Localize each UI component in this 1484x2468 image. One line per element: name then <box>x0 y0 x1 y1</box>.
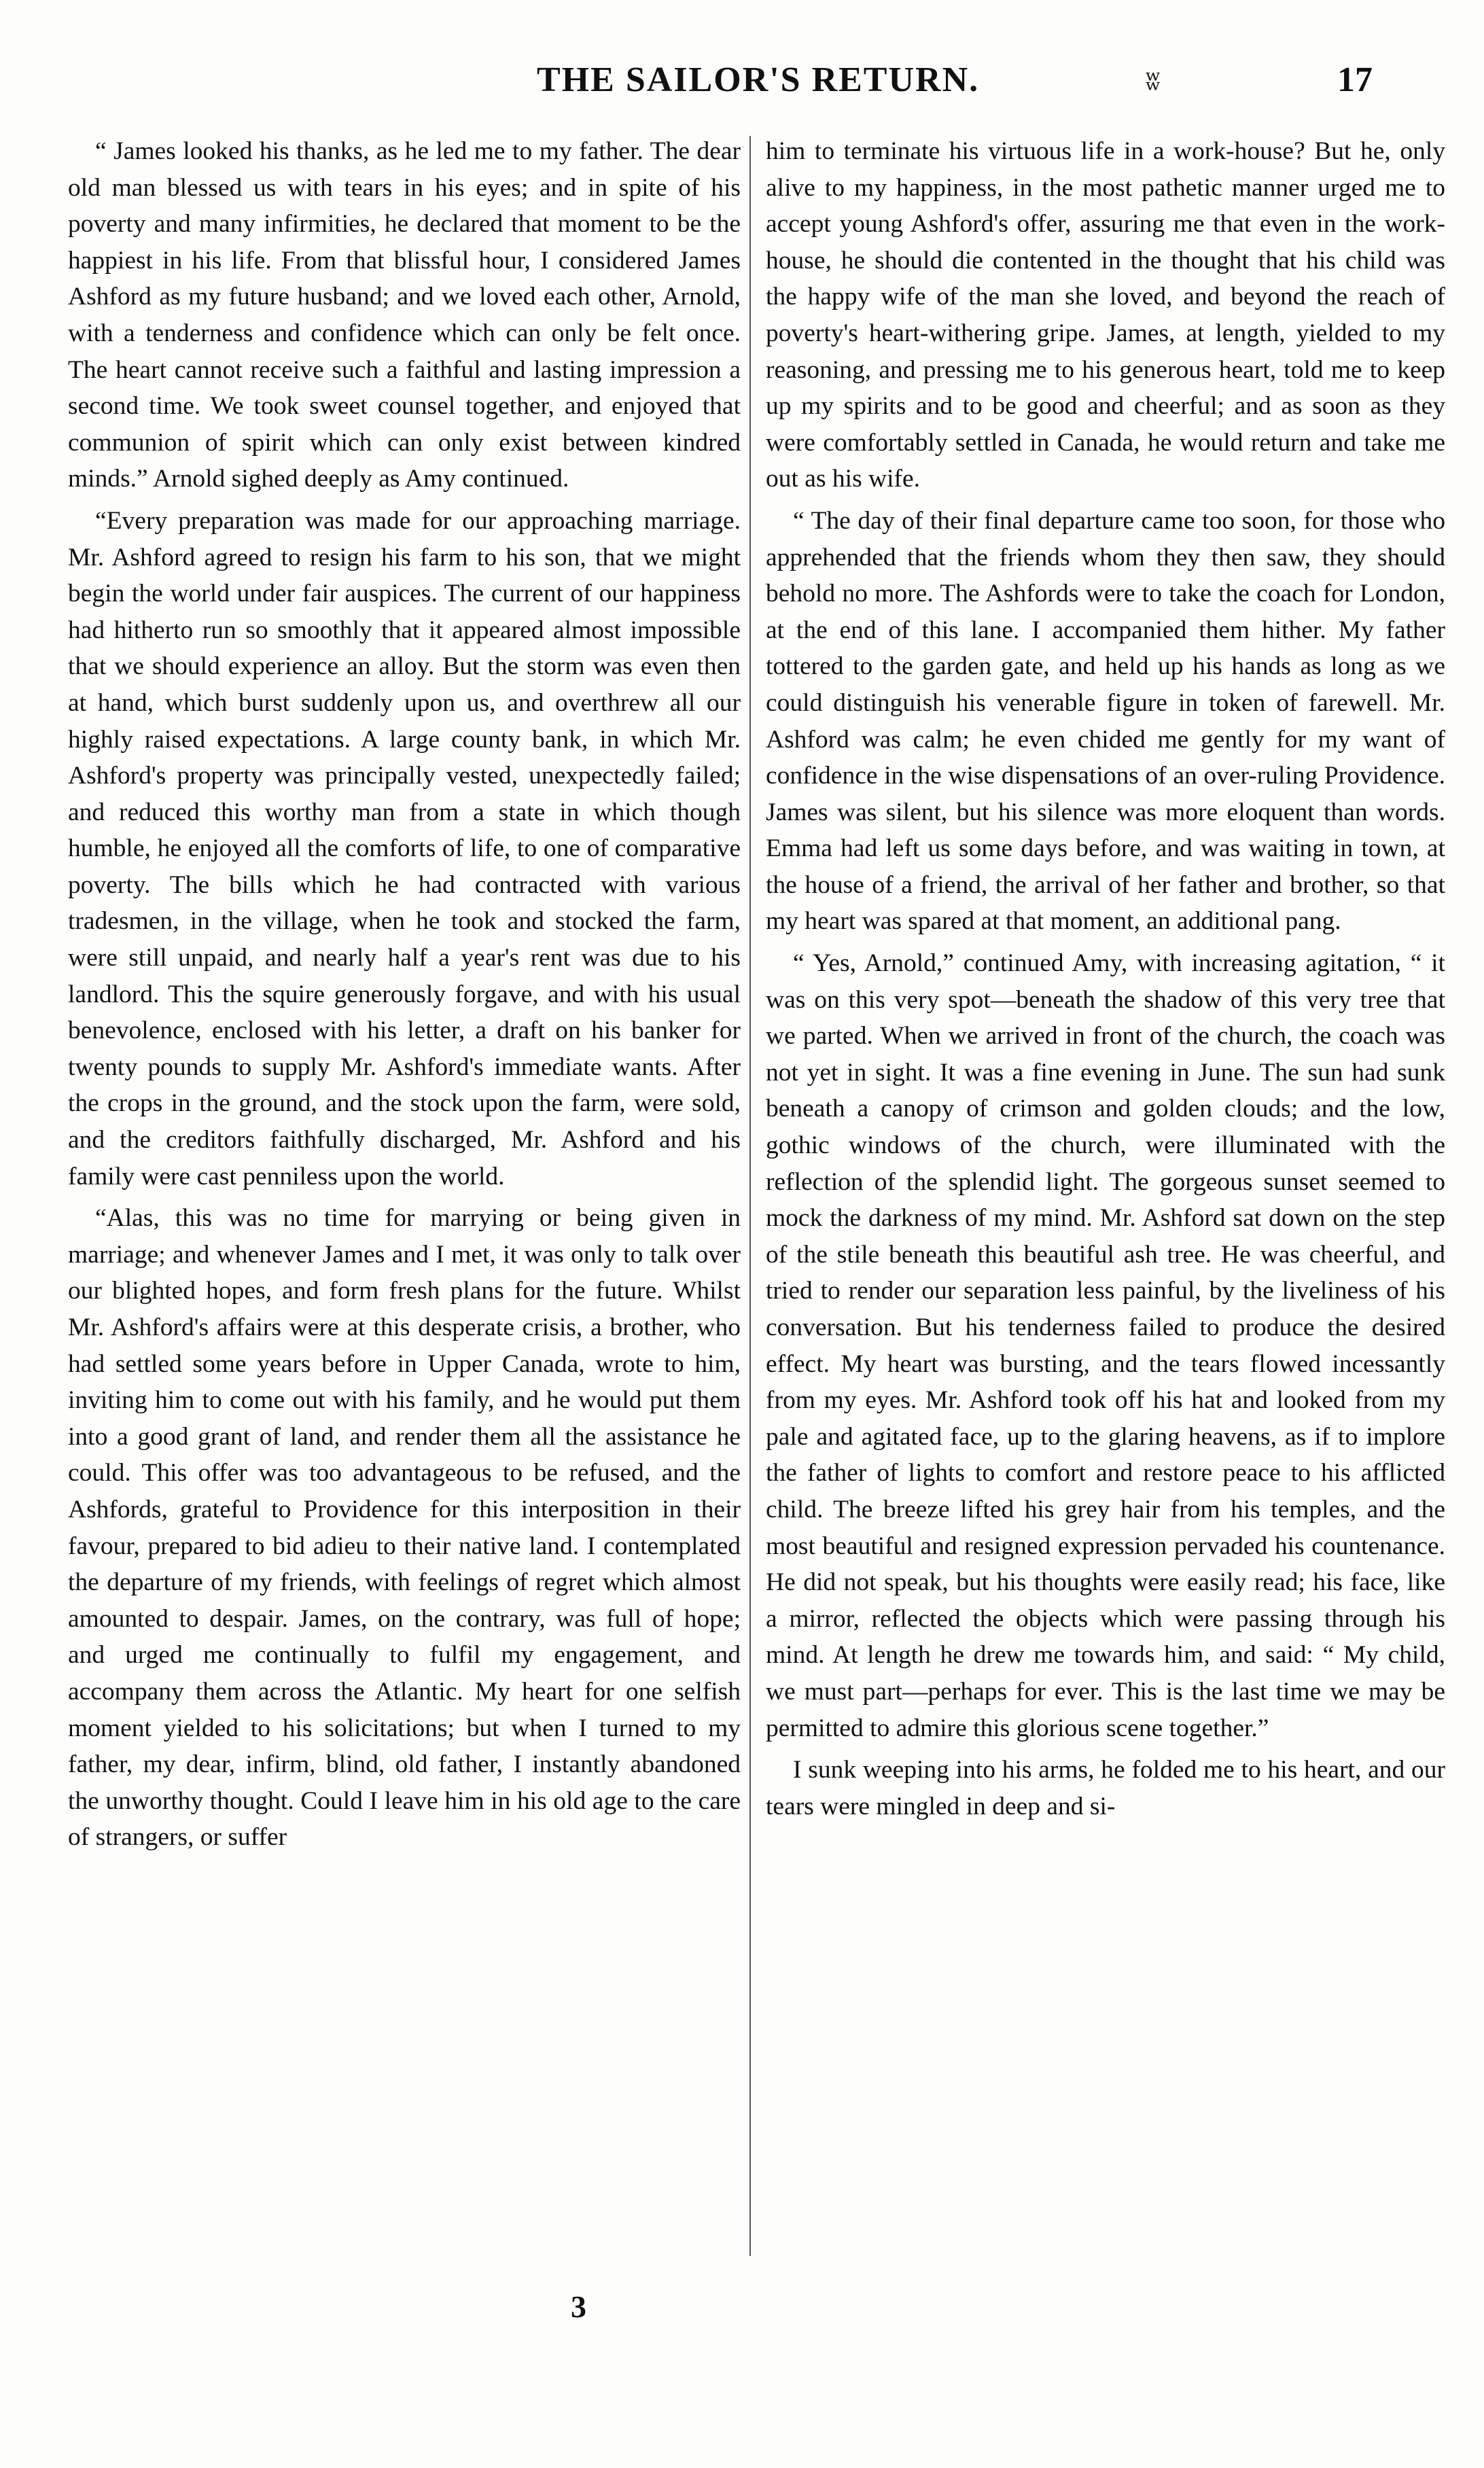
running-title: THE SAILOR'S RETURN. <box>537 60 980 99</box>
paragraph: “ James looked his thanks, as he led me to my father. The dear old man blessed us with tears in his eyes; and in spite of his poverty and many infirmities, he declared that moment to be the happiest in his life. From that blissful hour, I considered James Ashford as my future husband; and we loved each other, Arnold, with a tenderness and confidence which can only be felt once. The heart cannot receive such a faithful and lasting impression a second time. We took sweet counsel together, and enjoyed that communion of spirit which can only exist between kindred minds.” Arnold sighed deeply as Amy continued. <box>68 137 741 493</box>
ornament-glyph: ʬ <box>1145 65 1161 96</box>
right-column <box>766 133 1445 1830</box>
paragraph: “ Yes, Arnold,” continued Amy, with increasing agitation, “ it was on this very spot—beneath the shadow of this very tree that we parted. When we arrived in front of the church, the coach was not yet in sight. It was a fine evening in June. The sun had sunk beneath a canopy of crimson and golden clouds; and the low, gothic windows of the church, were illuminated with the reflection of the splendid light. The gorgeous sunset seemed to mock the darkness of my mind. Mr. Ashford sat down on the step of the stile beneath this beautiful ash tree. He was cheerful, and tried to render our separation less painful, by the liveliness of his conversation. But his tenderness failed to produce the desired effect. My heart was bursting, and the tears flowed incessantly from my eyes. Mr. Ashford took off his hat and looked from my pale and agitated face, up to the glaring heavens, as if to implore the father of lights to comfort and restore peace to his afflicted child. The breeze lifted his grey hair from his temples, and the most beautiful and resigned expression pervaded his countenance. He did not speak, but his thoughts were easily read; his face, like a mirror, reflected the objects which were passing through his mind. At length he drew me towards him, and said: “ My child, we must part—perhaps for ever. This is the last time we may be permitted to admire this glorious scene together.” <box>766 949 1445 1742</box>
signature-mark: 3 <box>571 2289 586 2324</box>
left-column <box>68 133 741 1861</box>
page-header <box>0 60 1484 114</box>
paragraph: I sunk weeping into his arms, he folded me to his heart, and our tears were mingled in deep and si- <box>766 1756 1445 1820</box>
paragraph: him to terminate his virtuous life in a work-house? But he, only alive to my happiness, in the most pathetic manner urged me to accept young Ashford's offer, assuring me that even in the work-house, he should die contented in the thought that his child was the happy wife of the man she loved, and beyond the reach of poverty's heart-withering gripe. James, at length, yielded to my reasoning, and pressing me to his generous heart, told me to keep up my spirits and to be good and cheerful; and as soon as they were comfortably settled in Canada, he would return and take me out as his wife. <box>766 137 1445 493</box>
column-divider <box>749 136 751 2256</box>
paragraph: “Alas, this was no time for marrying or being given in marriage; and whenever James and I met, it was only to talk over our blighted hopes, and form fresh plans for the future. Whilst Mr. Ashford's affairs were at this desperate crisis, a brother, who had settled some years before in Upper Canada, wrote to him, inviting him to come out with his family, and he would put them into a good grant of land, and render them all the assistance he could. This offer was too advantageous to be refused, and the Ashfords, grateful to Providence for this interposition in their favour, prepared to bid adieu to their native land. I contemplated the departure of my friends, with feelings of regret which almost amounted to despair. James, on the contrary, was full of hope; and urged me continually to fulfil my engagement, and accompany them across the Atlantic. My heart for one selfish moment yielded to his solicitations; but when I turned to my father, my dear, infirm, blind, old father, I instantly abandoned the unworthy thought. Could I leave him in his old age to the care of strangers, or suffer <box>68 1204 741 1852</box>
paragraph: “ The day of their final departure came too soon, for those who apprehended that the friends whom they then saw, they should behold no more. The Ashfords were to take the coach for London, at the end of this lane. I accompanied them hither. My father tottered to the garden gate, and held up his hands as long as we could distinguish his venerable figure in token of farewell. Mr. Ashford was calm; he even chided me gently for my want of confidence in the wise dispensations of an over-ruling Providence. James was silent, but his silence was more eloquent than words. Emma had left us some days before, and was waiting in town, at the house of a friend, the arrival of her father and brother, so that my heart was spared at that moment, an additional pang. <box>766 506 1445 936</box>
page-number: 17 <box>1337 60 1373 99</box>
paragraph: “Every preparation was made for our approaching marriage. Mr. Ashford agreed to resign his farm to his son, that we might begin the world under fair auspices. The current of our happiness had hitherto run so smoothly that it appeared almost impossible that we should experience an alloy. But the storm was even then at hand, which burst suddenly upon us, and overthrew all our highly raised expectations. A large county bank, in which Mr. Ashford's property was principally vested, unexpectedly failed; and reduced this worthy man from a state in which though humble, he enjoyed all the comforts of life, to one of comparative poverty. The bills which he had contracted with various tradesmen, in the village, when he took and stocked the farm, were still unpaid, and nearly half a year's rent was due to his landlord. This the squire generously forgave, and with his usual benevolence, enclosed with his letter, a draft on his banker for twenty pounds to supply Mr. Ashford's immediate wants. After the crops in the ground, and the stock upon the farm, were sold, and the creditors faithfully discharged, Mr. Ashford and his family were cast penniless upon the world. <box>68 506 741 1191</box>
